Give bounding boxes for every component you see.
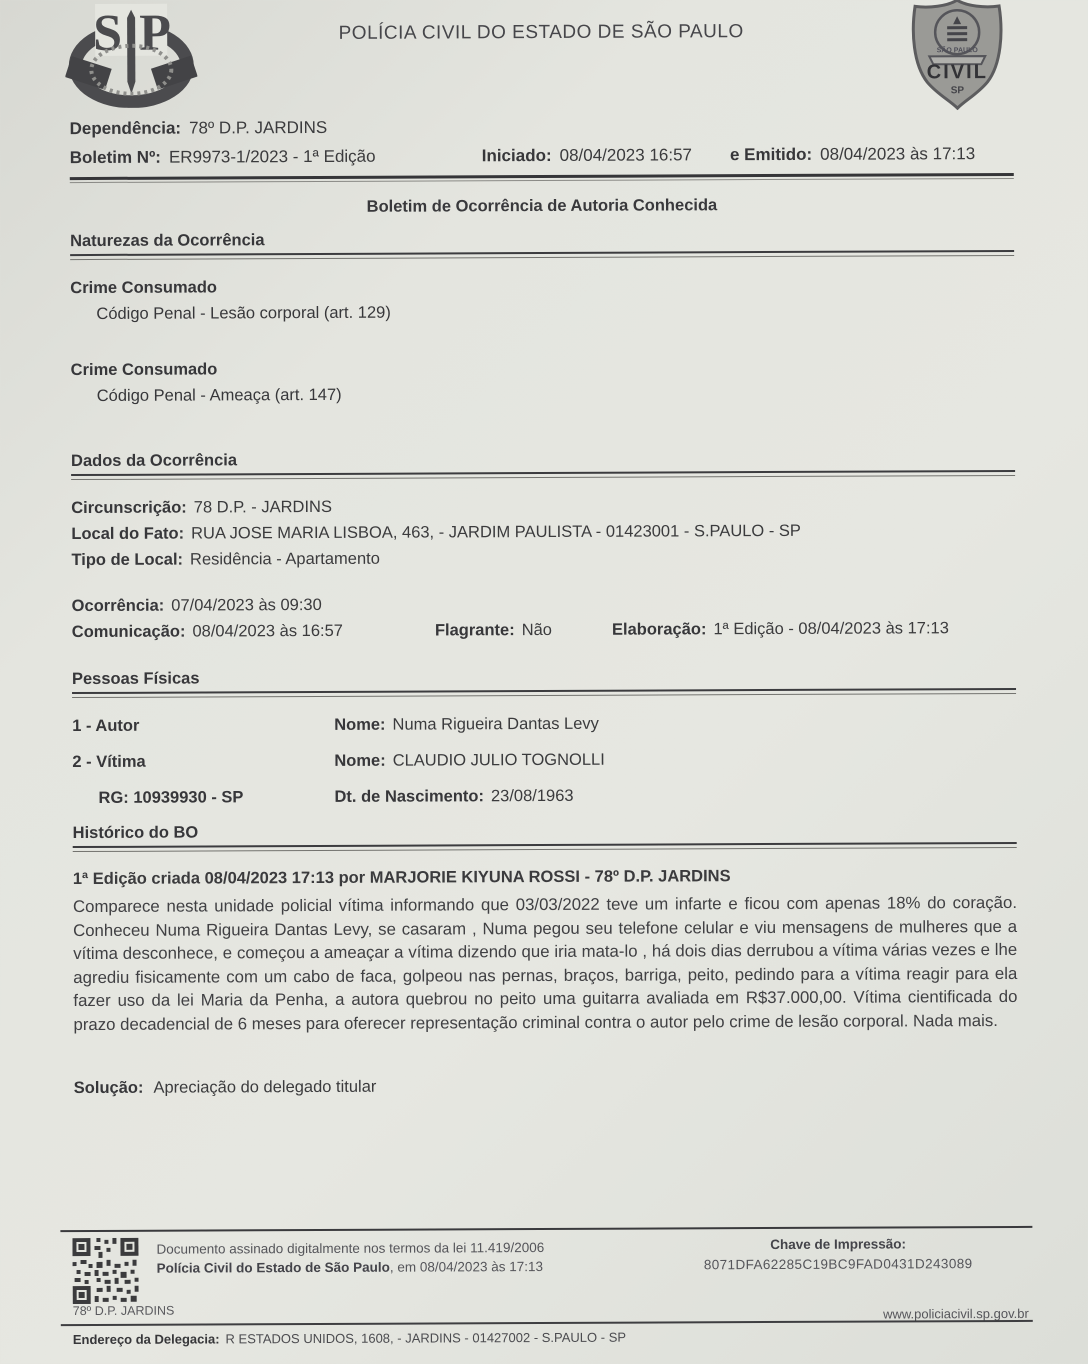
ocorrencia-label: Ocorrência: — [71, 596, 165, 616]
section-naturezas-heading: Naturezas da Ocorrência — [70, 231, 265, 251]
sp-state-emblem-icon — [65, 4, 197, 114]
endereco-value: R ESTADOS UNIDOS, 1608, - JARDINS - 01427002 - S.PAULO - SP — [225, 1329, 627, 1347]
natureza-title: Crime Consumado — [70, 360, 218, 380]
header-meta — [70, 114, 1014, 169]
svg-text:SÃO PAULO: SÃO PAULO — [936, 47, 978, 55]
print-key-value: 8071DFA62285C19BC9FAD0431D243089 — [703, 1256, 973, 1273]
historico-edicao-line: 1ª Edição criada 08/04/2023 17:13 por MARJORIE KIYUNA ROSSI - 78º D.P. JARDINS — [72, 867, 731, 889]
nascimento-value: 23/08/1963 — [490, 786, 574, 806]
circunscricao-label: Circunscrição: — [71, 498, 187, 518]
document-title: Boletim de Ocorrência de Autoria Conhecida — [366, 196, 718, 216]
flagrante-value: Não — [521, 620, 553, 640]
website-url: www.policiacivil.sp.gov.br — [883, 1305, 1029, 1322]
endereco-label: Endereço da Delegacia: — [72, 1331, 220, 1348]
natureza-item — [71, 354, 1015, 408]
natureza-item — [70, 272, 1014, 326]
nascimento-label: Dt. de Nascimento: — [334, 787, 484, 806]
boletim-row — [70, 143, 1014, 169]
signature-line2-org: Polícia Civil do Estado de São Paulo — [156, 1259, 390, 1276]
natureza-detail: Código Penal - Lesão corporal (art. 129) — [96, 303, 391, 323]
dependencia-label: Dependência: — [69, 118, 182, 139]
vitima-rg: RG: 10939930 - SP — [98, 788, 244, 807]
svg-text:S: S — [93, 4, 123, 62]
natureza-detail: Código Penal - Ameaça (art. 147) — [96, 385, 342, 405]
section-rule — [72, 688, 1016, 698]
header-separator — [70, 173, 1014, 183]
local-fato-row — [71, 518, 1015, 546]
svg-text:P: P — [139, 4, 172, 62]
comunicacao-label: Comunicação: — [71, 622, 186, 642]
emitido-label: e Emitido: — [729, 144, 813, 165]
vitima-nome-label: Nome: — [334, 751, 386, 770]
iniciado-label: Iniciado: — [481, 145, 552, 166]
civil-police-badge-icon — [905, 0, 1010, 115]
vitima-row — [72, 746, 1016, 774]
section-rule — [70, 250, 1014, 260]
dependencia-row — [70, 114, 1014, 140]
tipo-local-label: Tipo de Local: — [71, 550, 184, 570]
solucao-row — [74, 1072, 1018, 1100]
page-title: POLÍCIA CIVIL DO ESTADO DE SÃO PAULO — [338, 21, 744, 44]
solucao-label: Solução: — [73, 1078, 144, 1098]
signature-line1: Documento assinado digitalmente nos termos da lei 11.419/2006 — [156, 1240, 545, 1257]
historico-body-text: Comparece nesta unidade policial vítima informando que 03/03/2022 teve um infarte e ficou com apenas 18% do coração. Conheceu Numa Rigueira Dantas Levy, se casaram , Numa pegou seu telefone celular e viu mensagens de mulheres que a vítima desconhece, e começou a ameaçar a vítima dizendo que iria mata-lo , há dois dias derrubou a vítima várias vezes e lhe agrediu fisicamente com um cabo de faca, golpeou nas pernas, braços, barriga, peito, pedindo para a vítima reagir para ela fazer uso da lei Maria da Penha, a autora quebrou no peito uma guitarra avaliada em R$37.000,00. Vítima cientificada do prazo decadencial de 6 meses para oferecer representação criminal contra o autor pelo crime de lesão corporal. Nada mais. — [72, 892, 1018, 1034]
local-fato-label: Local do Fato: — [71, 524, 185, 544]
elaboracao-value: 1ª Edição - 08/04/2023 às 17:13 — [713, 619, 949, 639]
print-key-block — [704, 1236, 973, 1272]
section-pessoas-heading: Pessoas Físicas — [71, 669, 200, 689]
solucao-value: Apreciação do delegado titular — [153, 1077, 377, 1097]
vitima-rg-row — [72, 782, 1016, 810]
vitima-nome-value: CLAUDIO JULIO TOGNOLLI — [392, 750, 605, 770]
footer-dp: 78º D.P. JARDINS — [72, 1303, 175, 1319]
pessoas-rows — [72, 710, 1016, 810]
tipo-local-value: Residência - Apartamento — [189, 549, 380, 569]
iniciado-value: 08/04/2023 16:57 — [559, 145, 693, 165]
dados-rows — [71, 492, 1016, 644]
circunscricao-value: 78 D.P. - JARDINS — [193, 497, 332, 517]
section-historico-heading: Histórico do BO — [72, 823, 199, 843]
footer-rule — [61, 1320, 1033, 1326]
section-dados-heading: Dados da Ocorrência — [70, 451, 238, 471]
svg-text:SP: SP — [950, 85, 965, 97]
natureza-title: Crime Consumado — [70, 278, 218, 298]
autor-nome-value: Numa Rigueira Dantas Levy — [392, 714, 599, 734]
vitima-role: 2 - Vítima — [72, 752, 146, 772]
circunscricao-row — [71, 492, 1015, 520]
comunicacao-value: 08/04/2023 às 16:57 — [192, 621, 343, 641]
comunicacao-row — [72, 616, 1016, 644]
ocorrencia-value: 07/04/2023 às 09:30 — [171, 595, 322, 615]
footer-separator — [60, 1226, 1032, 1233]
autor-row — [72, 710, 1016, 738]
digital-signature-note — [156, 1238, 544, 1278]
report-footer — [60, 1226, 1033, 1360]
signature-line2-date: , em 08/04/2023 às 17:13 — [389, 1259, 544, 1275]
boletim-label: Boletim Nº: — [69, 147, 161, 168]
autor-nome-label: Nome: — [334, 715, 386, 734]
print-key-label: Chave de Impressão: — [770, 1236, 907, 1253]
dependencia-value: 78º D.P. JARDINS — [189, 117, 328, 138]
emitido-value: 08/04/2023 às 17:13 — [820, 144, 976, 164]
endereco-row — [73, 1330, 626, 1347]
local-fato-value: RUA JOSE MARIA LISBOA, 463, - JARDIM PAULISTA - 01423001 - S.PAULO - SP — [191, 521, 801, 543]
elaboracao-label: Elaboração: — [611, 620, 707, 639]
section-rule — [71, 470, 1015, 480]
report-header — [55, 0, 1027, 112]
qr-code-icon — [72, 1238, 138, 1309]
section-rule — [73, 842, 1017, 852]
flagrante-label: Flagrante: — [434, 621, 515, 640]
boletim-value: ER9973-1/2023 - 1ª Edição — [168, 146, 376, 167]
svg-text:CIVIL: CIVIL — [926, 61, 988, 84]
ocorrencia-row — [72, 590, 1016, 618]
autor-role: 1 - Autor — [72, 716, 140, 736]
